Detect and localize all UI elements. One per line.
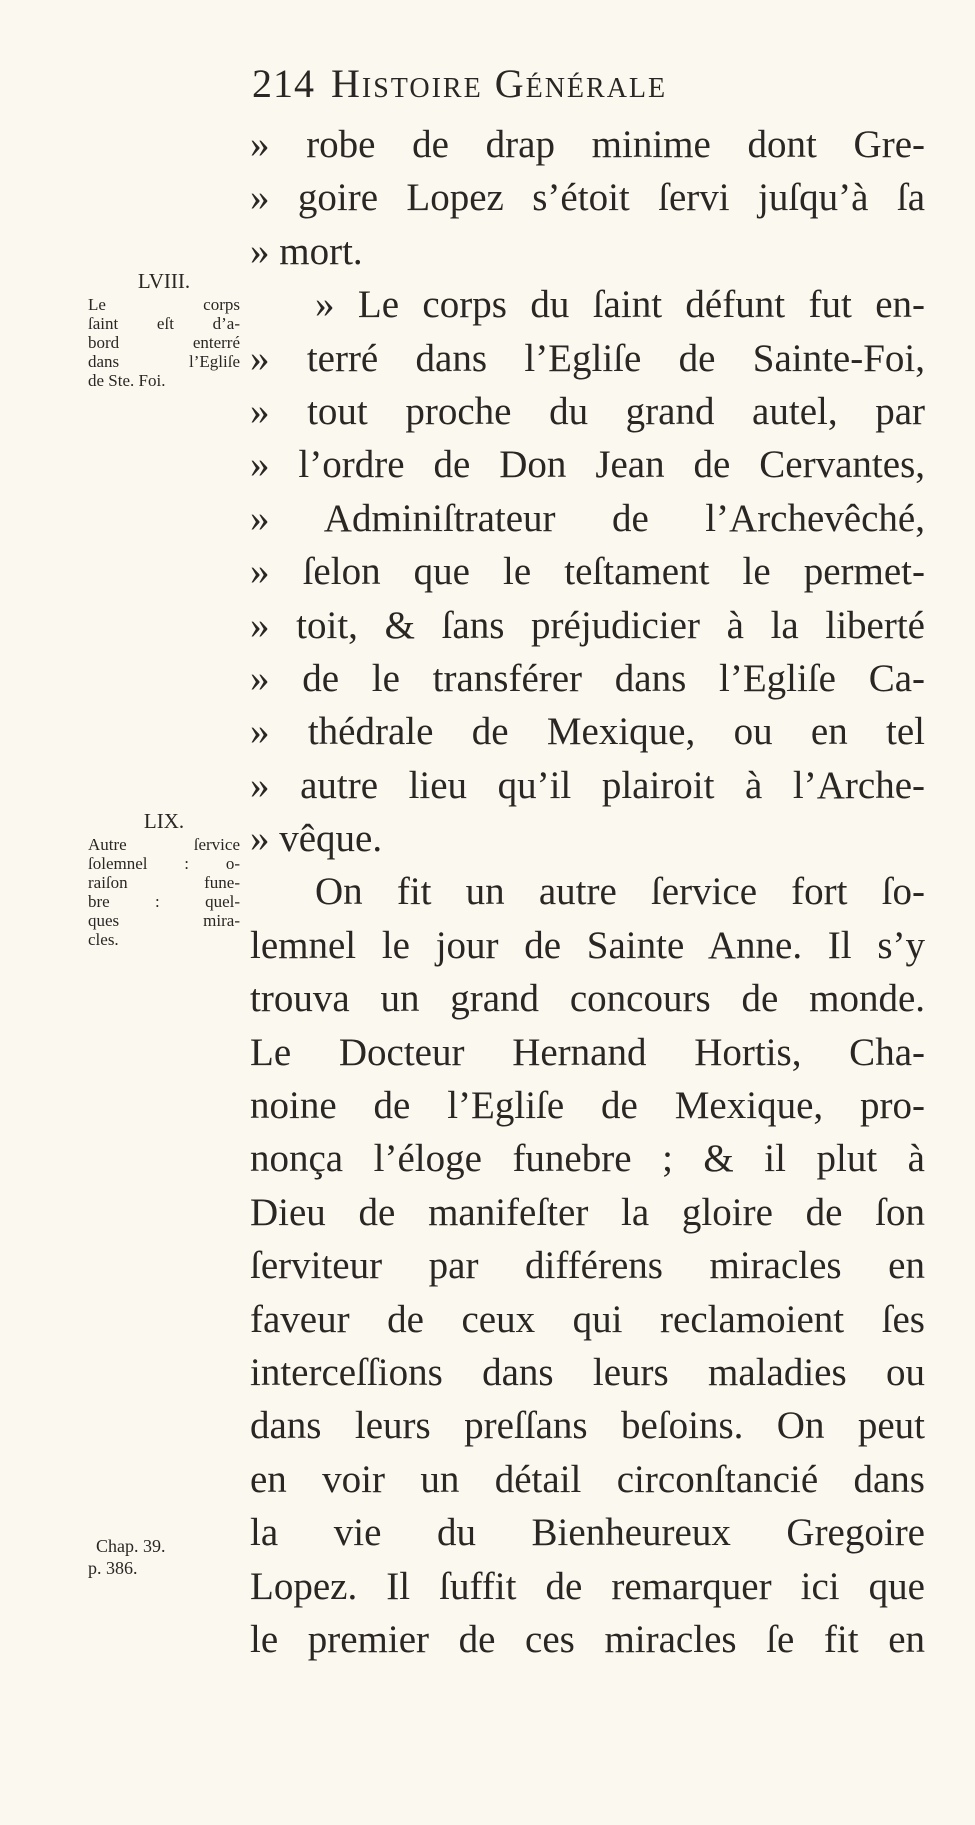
margin-note-line: ſaint eſt d’a-: [88, 314, 240, 333]
margin-note-line: bre : quel-: [88, 892, 240, 911]
text-line: » Adminiſtrateur de l’Archevêché,: [250, 496, 925, 540]
page-number: 214: [252, 61, 315, 106]
margin-note-line: ques mira-: [88, 911, 240, 930]
text-line: » toit, & ſans préjudicier à la liberté: [250, 603, 925, 647]
text-line: » goire Lopez s’étoit ſervi juſqu’à ſa: [250, 176, 925, 220]
reference-line: p. 386.: [88, 1558, 138, 1578]
margin-note-line: cles.: [88, 930, 119, 949]
text-line: » Le corps du ſaint défunt fut en-: [315, 283, 925, 327]
text-line: » mort.: [250, 229, 363, 273]
text-line: Lopez. Il ſuffit de remarquer ici que: [250, 1564, 925, 1608]
text-line: dans leurs preſſans beſoins. On peut: [250, 1404, 925, 1448]
text-line: lemnel le jour de Sainte Anne. Il s’y: [250, 923, 925, 967]
margin-note-line: Autre ſervice: [88, 835, 240, 854]
body-text: [250, 118, 925, 1666]
margin-note-number: LVIII.: [137, 269, 191, 293]
text-line: interceſſions dans leurs maladies ou: [250, 1350, 925, 1394]
text-line: On fit un autre ſervice fort ſo-: [315, 870, 925, 914]
text-line: » de le transférer dans l’Egliſe Ca-: [250, 656, 925, 700]
margin-note-line: bord enterré: [88, 333, 240, 352]
text-line: nonça l’éloge funebre ; & il plut à: [250, 1137, 925, 1181]
text-line: » thédrale de Mexique, ou en tel: [250, 710, 925, 754]
text-line: en voir un détail circonſtancié dans: [250, 1457, 925, 1501]
text-line: la vie du Bienheureux Gregoire: [250, 1511, 925, 1555]
text-line: faveur de ceux qui reclamoient ſes: [250, 1297, 925, 1341]
text-line: noine de l’Egliſe de Mexique, pro-: [250, 1084, 925, 1128]
margin-note-number: LIX.: [143, 809, 185, 833]
margin-note-line: raiſon fune-: [88, 873, 240, 892]
margin-note-line: dans l’Egliſe: [88, 352, 240, 371]
reference-line: Chap. 39.: [96, 1536, 166, 1556]
running-title: Histoire Générale: [331, 61, 668, 106]
chapter-reference: [88, 1535, 243, 1579]
text-line: » terré dans l’Egliſe de Sainte-Foi,: [250, 336, 925, 380]
text-line: » autre lieu qu’il plairoit à l’Arche-: [250, 763, 925, 807]
margin-note-line: ſolemnel : o-: [88, 854, 240, 873]
margin-note-lviii: [88, 269, 240, 390]
text-line: trouva un grand concours de monde.: [250, 977, 925, 1021]
page-header: [252, 60, 667, 107]
margin-note-lix: [88, 809, 240, 949]
margin-note-line: de Ste. Foi.: [88, 371, 166, 390]
text-line: » ſelon que le teſtament le permet-: [250, 550, 925, 594]
text-line: » vêque.: [250, 817, 383, 861]
margin-note-line: Le corps: [88, 295, 240, 314]
text-line: ſerviteur par différens miracles en: [250, 1244, 925, 1288]
text-line: » robe de drap minime dont Gre-: [250, 123, 925, 166]
text-line: Dieu de manifeſter la gloire de ſon: [250, 1190, 925, 1234]
text-line: » tout proche du grand autel, par: [250, 389, 925, 433]
text-line: » l’ordre de Don Jean de Cervantes,: [250, 443, 925, 487]
text-line: le premier de ces miracles ſe fit en: [250, 1617, 925, 1661]
text-line: Le Docteur Hernand Hortis, Cha-: [250, 1030, 925, 1074]
